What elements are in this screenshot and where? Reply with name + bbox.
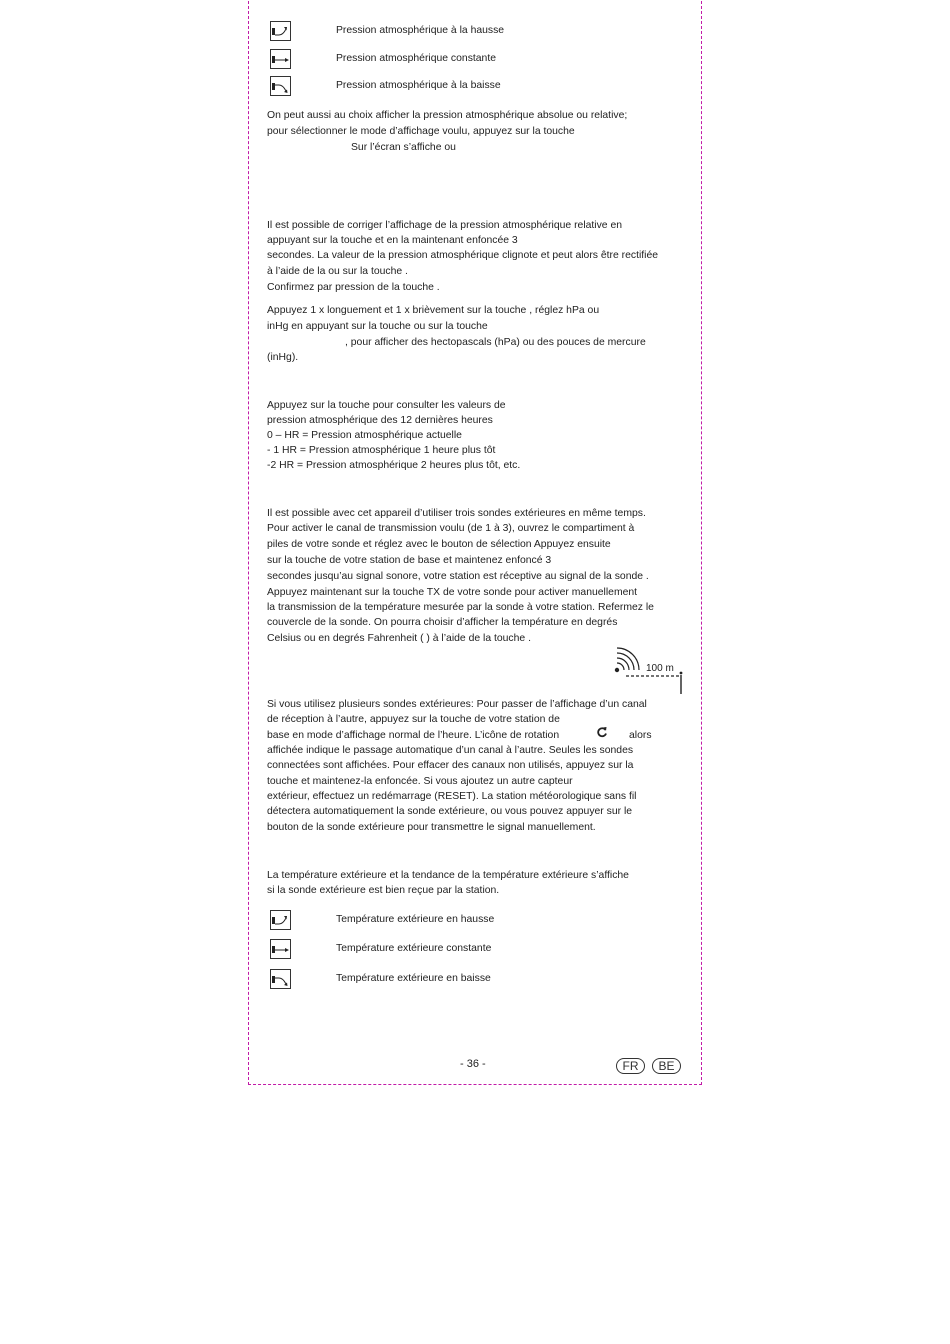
paragraph-line: Appuyez 1 x longuement et 1 x brièvement sur la touche , réglez hPa ou — [267, 305, 600, 316]
temp-falling-icon — [270, 969, 291, 989]
paragraph-line: Confirmez par pression de la touche . — [267, 282, 440, 293]
paragraph-line: la transmission de la température mesurée par la sonde à votre station. Refermez le — [267, 602, 654, 613]
paragraph-line: La température extérieure et la tendance de la température extérieure s’affiche — [267, 870, 629, 881]
transmission-range-illustration — [612, 646, 686, 696]
pressure-falling-icon — [270, 76, 291, 96]
paragraph-line: sur la touche de votre station de base et maintenez enfoncé 3 — [267, 555, 552, 566]
paragraph-line: Il est possible avec cet appareil d’utiliser trois sondes extérieures en même temps. — [267, 508, 646, 519]
temp-rising-icon — [270, 910, 291, 930]
temp-falling-label: Température extérieure en baisse — [336, 973, 491, 984]
paragraph-line: piles de votre sonde et réglez avec le bouton de sélection Appuyez ensuite — [267, 539, 611, 550]
language-badge-be: BE — [652, 1058, 681, 1074]
temp-rising-label: Température extérieure en hausse — [336, 914, 495, 925]
temp-steady-icon — [270, 939, 291, 959]
paragraph-line: Appuyez maintenant sur la touche TX de votre sonde pour activer manuellement — [267, 587, 638, 598]
paragraph-line: , pour afficher des hectopascals (hPa) ou des pouces de mercure — [345, 337, 646, 348]
paragraph-line: inHg en appuyant sur la touche ou sur la touche — [267, 321, 488, 332]
paragraph-line: pour sélectionner le mode d’affichage voulu, appuyez sur la touche — [267, 126, 575, 137]
pressure-falling-label: Pression atmosphérique à la baisse — [336, 80, 501, 91]
pressure-rising-label: Pression atmosphérique à la hausse — [336, 25, 505, 36]
paragraph-line: affichée indique le passage automatique d’un canal à l’autre. Seules les sondes — [267, 745, 634, 756]
paragraph-line: secondes. La valeur de la pression atmosphérique clignote et peut alors être rectifiée — [267, 250, 659, 261]
page-number: - 36 - — [460, 1058, 486, 1070]
paragraph-line: Il est possible de corriger l’affichage de la pression atmosphérique relative en — [267, 220, 623, 231]
paragraph-line: Celsius ou en degrés Fahrenheit ( ) à l’aide de la touche . — [267, 633, 531, 644]
paragraph-line: base en mode d’affichage normal de l’heure. L’icône de rotation — [267, 730, 560, 741]
paragraph-line: connectées sont affichées. Pour effacer des canaux non utilisés, appuyez sur la — [267, 760, 634, 771]
pressure-steady-label: Pression atmosphérique constante — [336, 53, 496, 64]
paragraph-line: secondes jusqu’au signal sonore, votre station est réceptive au signal de la sonde . — [267, 571, 649, 582]
paragraph-line: (inHg). — [267, 352, 299, 363]
paragraph-line: à l’aide de la ou sur la touche . — [267, 266, 408, 277]
paragraph-line: Pour activer le canal de transmission voulu (de 1 à 3), ouvrez le compartiment à — [267, 523, 635, 534]
language-badge-fr: FR — [616, 1058, 645, 1074]
paragraph-line: Si vous utilisez plusieurs sondes extérieures: Pour passer de l’affichage d’un canal — [267, 699, 647, 710]
paragraph-line: si la sonde extérieure est bien reçue par la station. — [267, 885, 500, 896]
paragraph-line: détectera automatiquement la sonde extérieure, ou vous pouvez appuyer sur le — [267, 806, 633, 817]
pressure-steady-icon — [270, 49, 291, 69]
paragraph-line: de réception à l’autre, appuyez sur la touche de votre station de — [267, 714, 560, 725]
paragraph-line: pression atmosphérique des 12 dernières heures — [267, 415, 493, 426]
paragraph-line: appuyant sur la touche et en la maintenant enfoncée 3 — [267, 235, 518, 246]
paragraph-line: Sur l’écran s’affiche ou — [351, 142, 456, 153]
paragraph-line: alors — [629, 730, 652, 741]
paragraph-line: Appuyez sur la touche pour consulter les valeurs de — [267, 400, 506, 411]
paragraph-line: On peut aussi au choix afficher la pression atmosphérique absolue ou relative; — [267, 110, 628, 121]
paragraph-line: - 1 HR = Pression atmosphérique 1 heure plus tôt — [267, 445, 496, 456]
range-label: 100 m — [646, 663, 674, 674]
temp-steady-label: Température extérieure constante — [336, 943, 492, 954]
paragraph-line: -2 HR = Pression atmosphérique 2 heures plus tôt, etc. — [267, 460, 521, 471]
paragraph-line: touche et maintenez-la enfoncée. Si vous ajoutez un autre capteur — [267, 776, 573, 787]
pressure-rising-icon — [270, 21, 291, 41]
rotation-icon — [596, 726, 608, 738]
paragraph-line: extérieur, effectuez un redémarrage (RESET). La station météorologique sans fil — [267, 791, 637, 802]
paragraph-line: bouton de la sonde extérieure pour transmettre le signal manuellement. — [267, 822, 596, 833]
paragraph-line: 0 – HR = Pression atmosphérique actuelle — [267, 430, 462, 441]
paragraph-line: couvercle de la sonde. On pourra choisir d’afficher la température en degrés — [267, 617, 618, 628]
